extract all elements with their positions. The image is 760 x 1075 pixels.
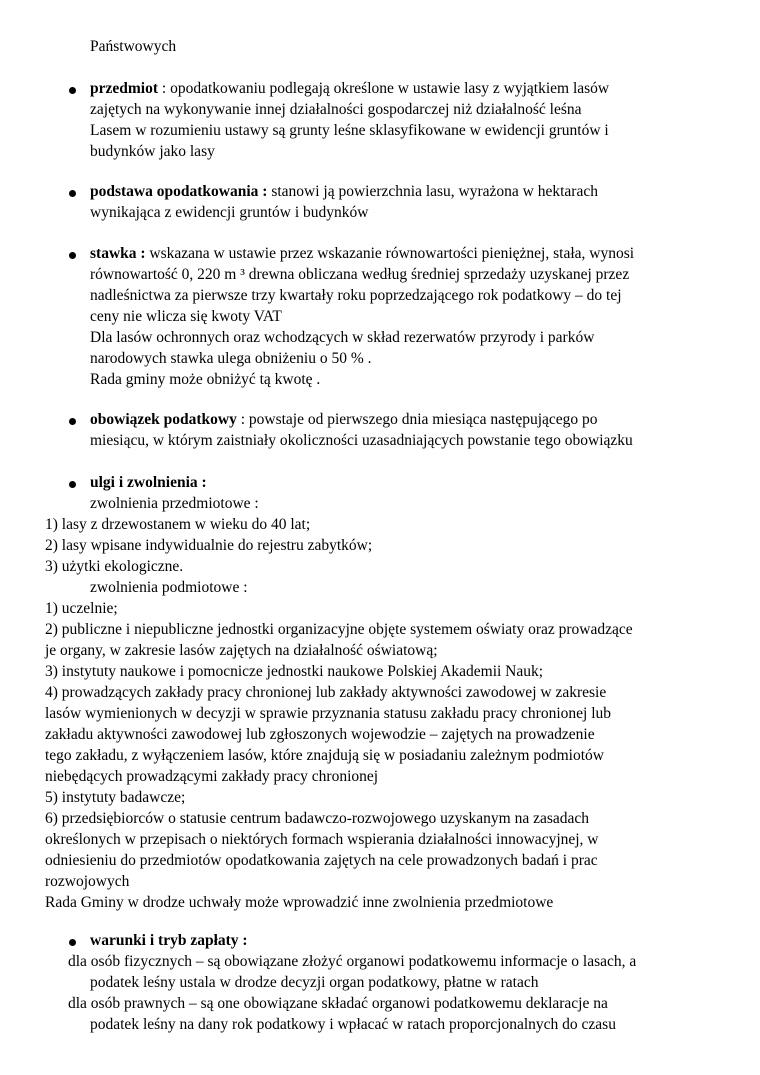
bullet-icon: [69, 87, 76, 94]
stawka-line-3: nadleśnictwa za pierwsze trzy kwartały roku poprzedzającego rok podatkowy – do tej: [90, 287, 622, 304]
podmiotowe-line: niebędących prowadzącymi zakłady pracy chronionej: [45, 768, 379, 785]
podmiotowe-heading: zwolnienia podmiotowe :: [90, 579, 248, 596]
warunki-heading: warunki i tryb zapłaty :: [90, 932, 248, 949]
podmiotowe-line: 5) instytuty badawcze;: [45, 789, 186, 806]
przedmiot-line-2: zajętych na wykonywanie innej działalności gospodarczej niż działalność leśna: [90, 101, 582, 118]
podmiotowe-line: 2) publiczne i niepubliczne jednostki organizacyjne objęte systemem oświaty oraz prowadzące: [45, 621, 633, 638]
przedmiotowe-item: 1) lasy z drzewostanem w wieku do 40 lat;: [45, 516, 311, 533]
obowiazek-line-2: miesiącu, w którym zaistniały okoliczności uzasadniających powstanie tego obowiązku: [90, 432, 633, 449]
stawka-line-4: ceny nie wlicza się kwoty VAT: [90, 308, 282, 325]
stawka-line-1: stawka : wskazana w ustawie przez wskazanie równowartości pieniężnej, stała, wynosi: [90, 245, 635, 262]
przedmiot-line-1: przedmiot : opodatkowaniu podlegają określone w ustawie lasy z wyjątkiem lasów: [90, 80, 610, 97]
podmiotowe-line: 1) uczelnie;: [45, 600, 118, 617]
warunki-line: dla osób prawnych – są one obowiązane składać organowi podatkowemu deklaracje na: [68, 995, 608, 1012]
podmiotowe-line: 4) prowadzących zakłady pracy chronionej lub zakłady aktywności zawodowej w zakresie: [45, 684, 607, 701]
obowiazek-line-1: obowiązek podatkowy : powstaje od pierwszego dnia miesiąca następującego po: [90, 411, 598, 428]
bullet-icon: [69, 481, 76, 488]
podmiotowe-line: 6) przedsiębiorców o statusie centrum badawczo-rozwojowego uzyskanym na zasadach: [45, 810, 590, 827]
podmiotowe-line: zakładu aktywności zawodowej lub zgłoszonych wojewodzie – zajętych na prowadzenie: [45, 726, 595, 743]
obowiazek-label: obowiązek podatkowy: [90, 411, 237, 428]
przedmiot-label: przedmiot: [90, 80, 159, 97]
warunki-line: podatek leśny ustala w drodze decyzji organ podatkowy, płatne w ratach: [90, 974, 539, 991]
przedmiotowe-heading: zwolnienia przedmiotowe :: [90, 495, 259, 512]
przedmiot-line-4: budynków jako lasy: [90, 143, 215, 160]
podmiotowe-line: odniesieniu do przedmiotów opodatkowania zajętych na cele prowadzonych badań i prac: [45, 852, 598, 869]
stawka-line-2: równowartość 0, 220 m ³ drewna obliczana według średniej sprzedaży uzyskanej przez: [90, 266, 630, 283]
podmiotowe-line: 3) instytuty naukowe i pomocnicze jednostki naukowe Polskiej Akademii Nauk;: [45, 663, 544, 680]
bullet-icon: [69, 939, 76, 946]
warunki-line: dla osób fizycznych – są obowiązane złożyć organowi podatkowemu informacje o lasach, a: [68, 953, 637, 970]
ulgi-heading: ulgi i zwolnienia :: [90, 474, 207, 491]
warunki-line: podatek leśny na dany rok podatkowy i wpłacać w ratach proporcjonalnych do czasu: [90, 1016, 616, 1033]
continuation-text: Państwowych: [90, 38, 177, 55]
stawka-line-5: Dla lasów ochronnych oraz wchodzących w skład rezerwatów przyrody i parków: [90, 329, 595, 346]
bullet-icon: [69, 252, 76, 259]
przedmiotowe-item: 2) lasy wpisane indywidualnie do rejestru zabytków;: [45, 537, 373, 554]
podstawa-line-2: wynikająca z ewidencji gruntów i budynków: [90, 204, 369, 221]
podmiotowe-line: lasów wymienionych w decyzji w sprawie przyznania statusu zakładu pracy chronionej lub: [45, 705, 611, 722]
podmiotowe-line: określonych w przepisach o niektórych formach wspierania działalności innowacyjnej, w: [45, 831, 599, 848]
stawka-line-7: Rada gminy może obniżyć tą kwotę .: [90, 371, 321, 388]
przedmiotowe-item: 3) użytki ekologiczne.: [45, 558, 184, 575]
stawka-label: stawka :: [90, 245, 146, 262]
podmiotowe-line: je organy, w zakresie lasów zajętych na działalność oświatową;: [45, 642, 438, 659]
podstawa-line-1: podstawa opodatkowania : stanowi ją powierzchnia lasu, wyrażona w hektarach: [90, 183, 598, 200]
bullet-icon: [69, 418, 76, 425]
bullet-icon: [69, 190, 76, 197]
podstawa-label: podstawa opodatkowania :: [90, 183, 268, 200]
podmiotowe-line: rozwojowych: [45, 873, 130, 890]
rada-gminy-note: Rada Gminy w drodze uchwały może wprowadzić inne zwolnienia przedmiotowe: [45, 894, 554, 911]
przedmiot-line-3: Lasem w rozumieniu ustawy są grunty leśne sklasyfikowane w ewidencji gruntów i: [90, 122, 609, 139]
stawka-line-6: narodowych stawka ulega obniżeniu o 50 % .: [90, 350, 372, 367]
podmiotowe-line: tego zakładu, z wyłączeniem lasów, które znajdują się w posiadaniu zależnym podmiotów: [45, 747, 604, 764]
